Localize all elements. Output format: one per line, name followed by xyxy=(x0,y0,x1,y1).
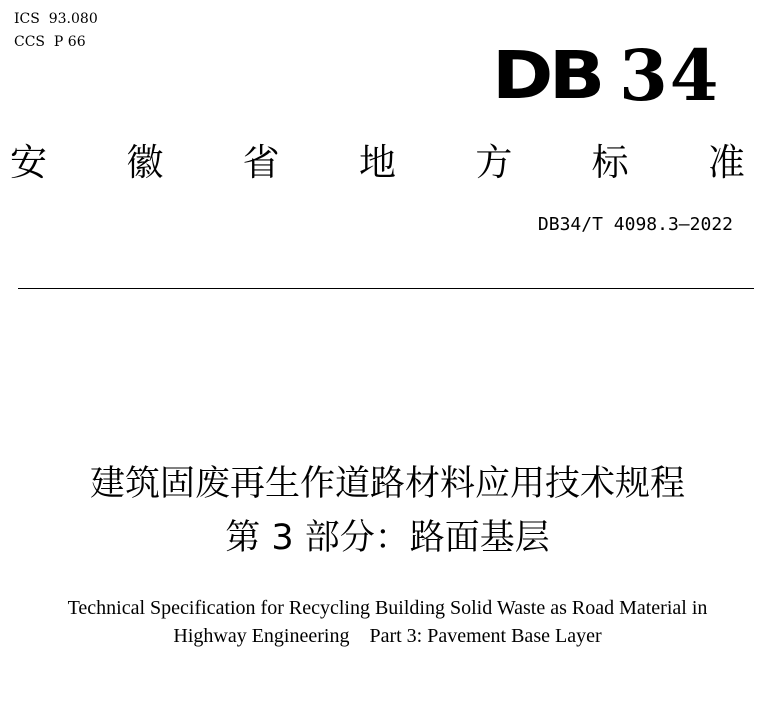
standard-number: DB34/T 4098.3—2022 xyxy=(537,214,733,235)
standard-type-heading xyxy=(10,142,745,184)
standard-type-char: 方 xyxy=(475,141,513,184)
standard-type-char: 徽 xyxy=(126,141,164,184)
ccs-code: CCS P 66 xyxy=(14,34,86,50)
title-chinese-part: 第 3 部分：路面基层 xyxy=(225,518,550,558)
standard-type-char: 准 xyxy=(707,141,745,184)
standard-type-char: 安 xyxy=(10,141,47,184)
logo-prefix: DB xyxy=(492,37,601,114)
db34-logo xyxy=(492,34,721,117)
header-divider xyxy=(18,288,754,289)
title-chinese: 建筑固废再生作道路材料应用技术规程 xyxy=(89,464,685,504)
standard-type-char: 地 xyxy=(358,141,396,184)
classification-codes xyxy=(14,8,98,54)
ics-code: ICS 93.080 xyxy=(14,11,98,27)
standard-type-char: 省 xyxy=(242,141,280,184)
title-english xyxy=(0,594,775,650)
standard-type-char: 标 xyxy=(591,141,629,184)
title-english-line: Highway Engineering Part 3: Pavement Base Layer xyxy=(173,625,602,647)
title-english-line: Technical Specification for Recycling Building Solid Waste as Road Material in xyxy=(67,597,708,619)
logo-number: 34 xyxy=(619,34,721,117)
